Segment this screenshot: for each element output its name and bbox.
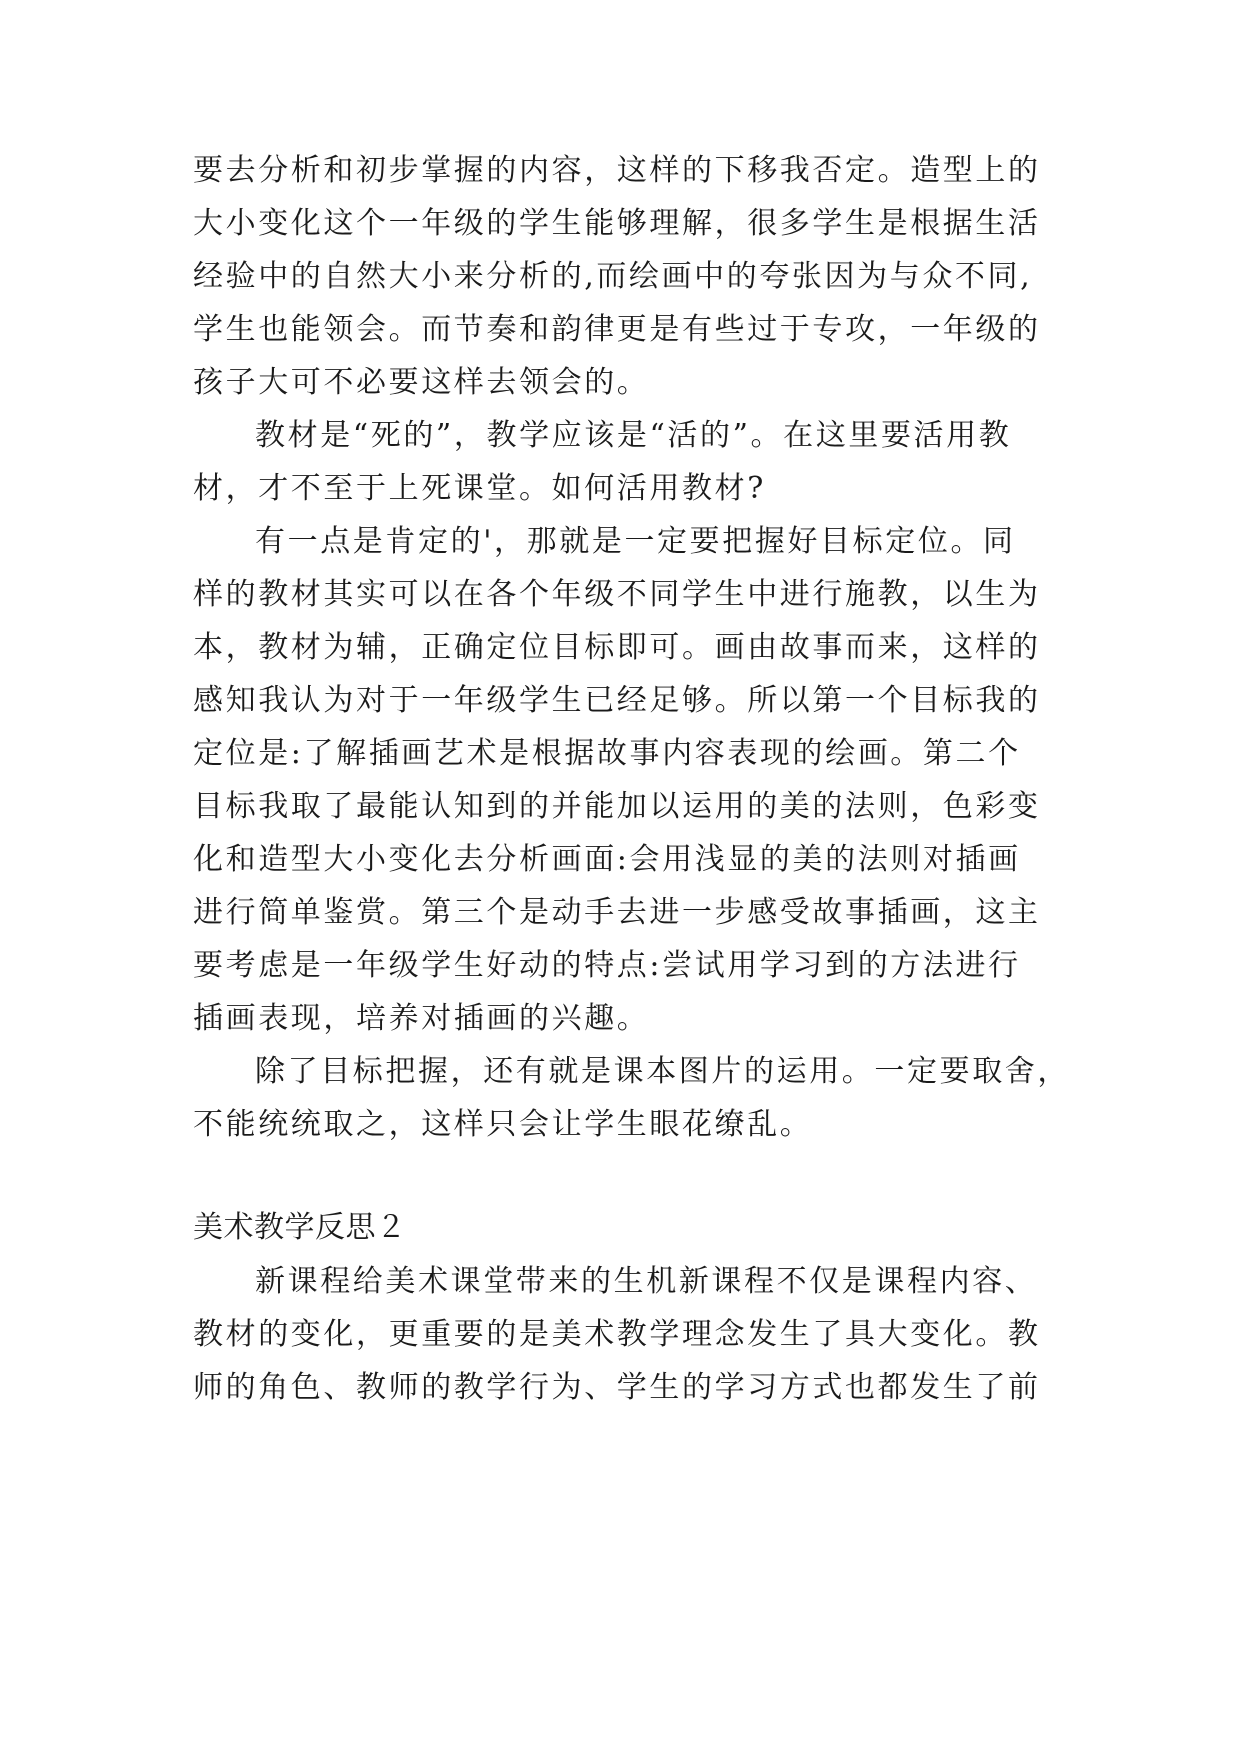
paragraph-3-line-10: 插画表现，培养对插画的兴趣。 — [193, 1001, 650, 1036]
paragraph-2-line-1: 教材是“死的”，教学应该是“活的”。在这里要活用教 — [255, 418, 1012, 453]
paragraph-5-line-3: 师的角色、教师的教学行为、学生的学习方式也都发生了前 — [193, 1370, 1041, 1405]
paragraph-3-line-1: 有一点是肯定的'，那就是一定要把握好目标定位。同 — [255, 524, 1016, 559]
paragraph-4-line-2: 不能统统取之，这样只会让学生眼花缭乱。 — [193, 1107, 813, 1142]
paragraph-3-line-9: 要考虑是一年级学生好动的特点:尝试用学习到的方法进行 — [193, 948, 1021, 983]
paragraph-1-line-5: 孩子大可不必要这样去领会的。 — [193, 365, 650, 400]
paragraph-4-line-1: 除了目标把握，还有就是课本图片的运用。一定要取舍， — [255, 1054, 1070, 1089]
paragraph-3-line-6: 目标我取了最能认知到的并能加以运用的美的法则，色彩变 — [193, 789, 1041, 824]
section-heading: 美术教学反思２ — [193, 1210, 407, 1245]
paragraph-5-line-1: 新课程给美术课堂带来的生机新课程不仅是课程内容、 — [255, 1264, 1038, 1299]
paragraph-3-line-2: 样的教材其实可以在各个年级不同学生中进行施教，以生为 — [193, 577, 1041, 612]
paragraph-3-line-3: 本，教材为辅，正确定位目标即可。画由故事而来，这样的 — [193, 630, 1041, 665]
paragraph-3-line-7: 化和造型大小变化去分析画面:会用浅显的美的法则对插画 — [193, 842, 1021, 877]
paragraph-1-line-3: 经验中的自然大小来分析的,而绘画中的夸张因为与众不同, — [193, 259, 1033, 294]
paragraph-2-line-2: 材，才不至于上死课堂。如何活用教材? — [193, 471, 766, 506]
paragraph-3-line-5: 定位是:了解插画艺术是根据故事内容表现的绘画。第二个 — [193, 736, 1021, 771]
paragraph-5-line-2: 教材的变化，更重要的是美术教学理念发生了具大变化。教 — [193, 1317, 1041, 1352]
paragraph-3-line-8: 进行简单鉴赏。第三个是动手去进一步感受故事插画，这主 — [193, 895, 1041, 930]
paragraph-3-line-4: 感知我认为对于一年级学生已经足够。所以第一个目标我的 — [193, 683, 1041, 718]
paragraph-1-line-1: 要去分析和初步掌握的内容，这样的下移我否定。造型上的 — [193, 153, 1041, 188]
paragraph-1-line-4: 学生也能领会。而节奏和韵律更是有些过于专攻，一年级的 — [193, 312, 1041, 347]
paragraph-1-line-2: 大小变化这个一年级的学生能够理解，很多学生是根据生活 — [193, 206, 1041, 241]
